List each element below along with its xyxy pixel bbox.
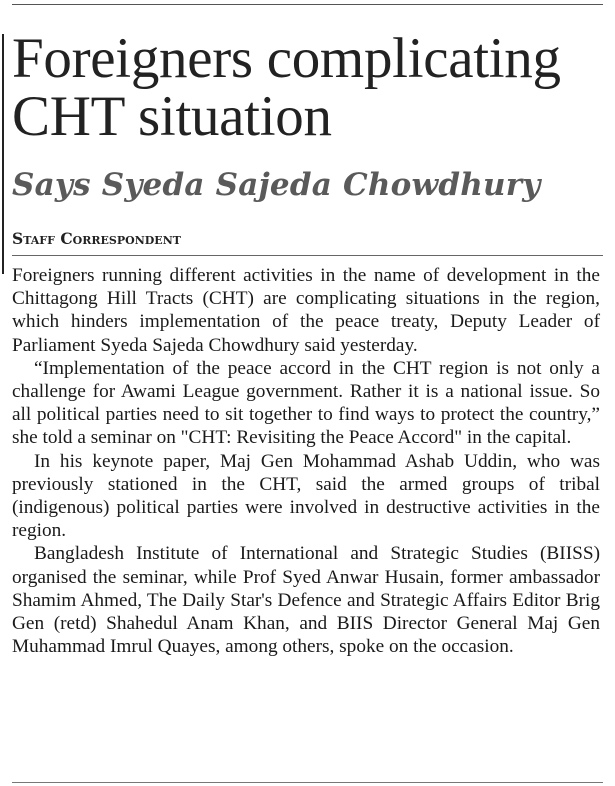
byline: Staff Correspondent: [12, 229, 181, 248]
headline: Foreigners complicating CHT situation: [12, 27, 561, 148]
paragraph-2: “Implementation of the peace accord in the CHT region is not only a challenge for Awami League government. Rather it is a national issue. So all political parties need to sit together to find ways to protect the country,” she told a seminar on "CHT: Revisiting the Peace Accord" in the capital.: [12, 357, 600, 449]
subheadline: Says Syeda Sajeda Chowdhury: [12, 167, 541, 203]
article-body: [12, 264, 600, 658]
paragraph-1: Foreigners running different activities in the name of development in the Chittagong Hill Tracts (CHT) are complicating situations in the region, which hinders implementation of the peace treaty, Deputy Leader of Parliament Syeda Sajeda Chowdhury said yesterday.: [12, 265, 600, 356]
paragraph-4: Bangladesh Institute of International and Strategic Studies (BIISS) organised the seminar, while Prof Syed Anwar Husain, former ambassador Shamim Ahmed, The Daily Star's Defence and Strategic Affairs Editor Brig Gen (retd) Shahedul Anam Khan, and BIIS Director General Maj Gen Muhammad Imrul Quayes, among others, spoke on the occasion.: [12, 543, 600, 658]
left-column-rule: [2, 34, 4, 274]
top-rule: [12, 4, 603, 5]
byline-rule: [12, 255, 603, 256]
bottom-rule: [12, 782, 603, 783]
paragraph-3: In his keynote paper, Maj Gen Mohammad Ashab Uddin, who was previously stationed in the CHT, said the armed groups of tribal (indigenous) political parties were involved in destructive activities in the region.: [12, 450, 600, 542]
